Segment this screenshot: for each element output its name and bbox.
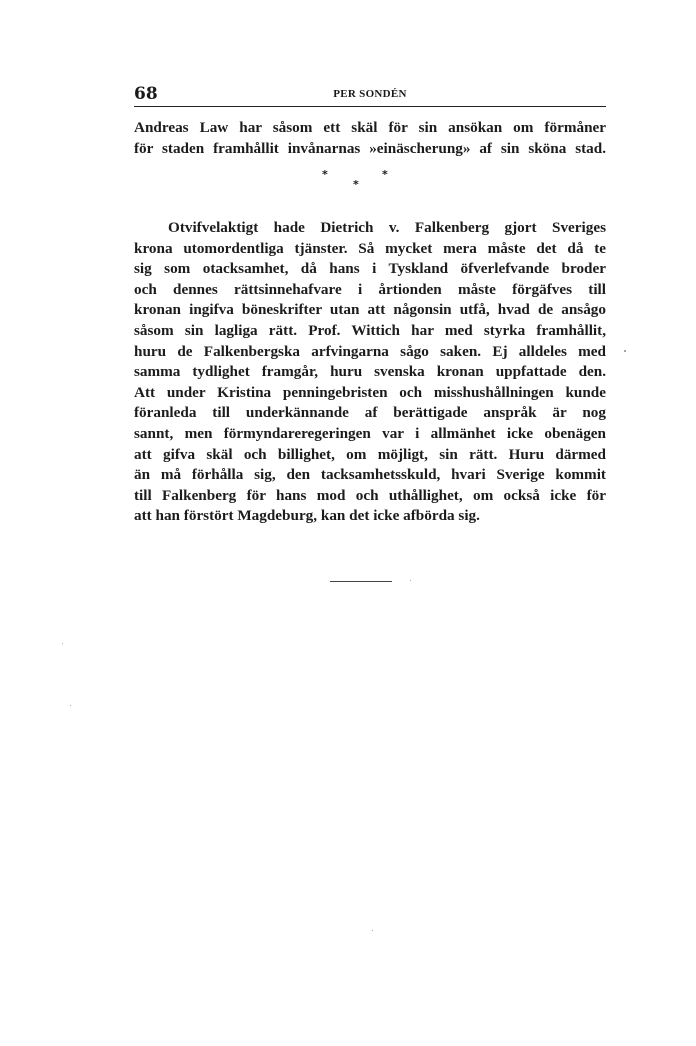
text-line: kronan ingifva böneskrifter utan att någonsin utfå, hvad de ansågo — [134, 301, 606, 319]
text-line: än må förhålla sig, den tacksamhetsskuld, hvari Sverige kommit — [134, 466, 606, 484]
text-line: för staden framhållit invånarnas »einäscherung» af sin sköna stad. — [134, 139, 606, 157]
running-head: PER SONDÉN — [333, 88, 407, 100]
paper-speck — [62, 643, 63, 644]
text-line: krona utomordentliga tjänster. Så mycket mera måste det då te — [134, 239, 606, 257]
asterisk: * — [322, 168, 328, 181]
text-line: sannt, men förmyndareregeringen var i allmänhet icke obenägen — [134, 424, 606, 442]
page-number: 68 — [134, 84, 158, 104]
paragraph-1 — [134, 118, 606, 159]
end-rule — [330, 581, 392, 582]
page-header — [134, 84, 606, 106]
section-break-asterism — [300, 168, 410, 196]
asterisk: * — [353, 178, 359, 191]
text-line: Att under Kristina penningebristen och misshushållningen kunde — [134, 383, 606, 401]
text-line: samma tydlighet framgår, huru svenska kronan uppfattade den. — [134, 363, 606, 381]
paragraph-2 — [134, 218, 606, 527]
text-line: Andreas Law har såsom ett skäl för sin ansökan om förmåner — [134, 119, 606, 136]
paper-speck — [624, 350, 626, 352]
text-line: till Falkenberg för hans mod och uthållighet, om också icke för — [134, 486, 606, 504]
asterisk: * — [382, 168, 388, 181]
text-line: och dennes rättsinnehafvare i årtionden måste förgäfves till — [134, 280, 606, 298]
text-line: såsom sin lagliga rätt. Prof. Wittich har med styrka framhållit, — [134, 321, 606, 339]
header-rule — [134, 106, 606, 107]
paper-speck — [372, 930, 373, 931]
text-line: huru de Falkenbergska arfvingarna sågo saken. Ej alldeles med — [134, 342, 606, 360]
text-line: föranleda till underkännande af berättigade anspråk är nog — [134, 404, 606, 422]
text-line: att gifva skäl och billighet, om möjligt, sin rätt. Huru därmed — [134, 445, 606, 463]
text-line: sig som otacksamhet, då hans i Tyskland öfverlefvande broder — [134, 260, 606, 278]
text-line: Otvifvelaktigt hade Dietrich v. Falkenberg gjort Sveriges — [168, 219, 606, 236]
text-line: att han förstört Magdeburg, kan det icke afbörda sig. — [134, 507, 480, 525]
paper-speck — [410, 580, 411, 581]
paper-speck — [70, 705, 71, 706]
